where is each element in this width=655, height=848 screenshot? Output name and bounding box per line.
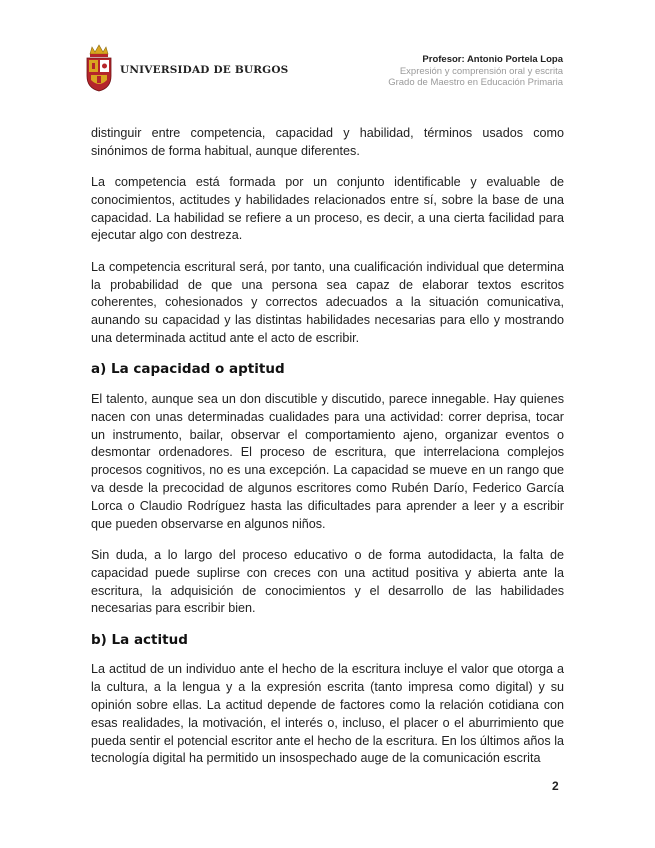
section-heading-capacidad: a) La capacidad o aptitud: [91, 361, 285, 378]
page-number: 2: [552, 779, 559, 793]
section-heading-actitud: b) La actitud: [91, 631, 188, 648]
university-logo: [84, 44, 288, 92]
paragraph: distinguir entre competencia, capacidad y habilidad, términos usados como sinónimos de forma habitual, aunque diferentes.: [91, 126, 564, 158]
university-crest-icon: [84, 44, 114, 92]
paragraph: El talento, aunque sea un don discutible y discutido, parece innegable. Hay quienes nacen con unas determinadas cualidades para una actividad: correr deprisa, tocar un instrumento, bailar, observar el comportamiento ajeno, organizar eventos o desmontar ordenadores. El proceso de escritura, que interrelaciona complejos procesos cognitivos, no es una excepción. La capacidad se mueve en un rango que va desde la precocidad de algunos escritores como Rubén Darío, Federico García Lorca o Claudio Rodríguez hasta las dificultades para aprender a leer y a escribir que pueden observarse en algunos niños.: [91, 392, 564, 531]
professor-name: Profesor: Antonio Portela Lopa: [422, 54, 563, 65]
paragraph: La competencia está formada por un conjunto identificable y evaluable de conocimientos, actitudes y habilidades relacionados entre sí, sobre la base de una capacidad. La habilidad se refiere a un proceso, es decir, a una cierta facilidad para ejecutar algo con destreza.: [91, 175, 564, 243]
paragraph: La actitud de un individuo ante el hecho de la escritura incluye el valor que otorga a la cultura, a la lengua y a la expresión escrita (tanto impresa como digital) y su opinión sobre ellas. La actitud depende de factores como la relación cotidiana con esas realidades, la motivación, el interés o, incluso, el placer o el aburrimiento que pueda sentir el potencial escritor ante el hecho de la escritura. En los últimos años la tecnología digital ha permitido un insospechado auge de la comunicación escrita: [91, 662, 564, 766]
paragraph: La competencia escritural será, por tanto, una cualificación individual que determina la probabilidad de que una persona sea capaz de elaborar textos escritos coherentes, cohesionados y correctos adecuados a la situación comunicativa, aunando su capacidad y las distintas habilidades necesarias para ello y mostrando una determinada actitud ante el acto de escribir.: [91, 259, 564, 345]
body-text: [91, 125, 564, 782]
degree-title: Grado de Maestro en Educación Primaria: [388, 77, 563, 88]
paragraph: Sin duda, a lo largo del proceso educativo o de forma autodidacta, la falta de capacidad puede suplirse con creces con una actitud positiva y abierta ante la escritura, la adquisición de conocimientos y el desarrollo de las habilidades necesarias para escribir bien.: [91, 547, 564, 616]
university-name: UNIVERSIDAD DE BURGOS: [120, 64, 289, 76]
course-header: [388, 54, 563, 88]
course-title: Expresión y comprensión oral y escrita: [399, 66, 563, 77]
